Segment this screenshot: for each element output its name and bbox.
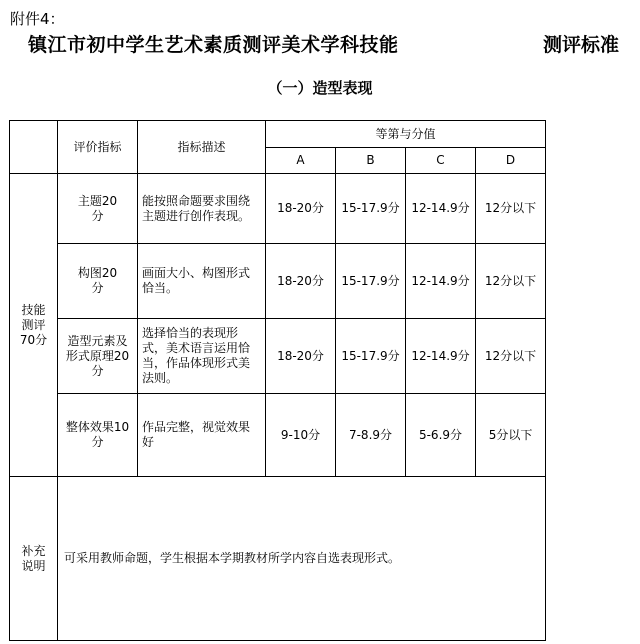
grade-b: B bbox=[336, 148, 406, 174]
row-score-a: 9-10分 bbox=[266, 394, 336, 477]
grade-c: C bbox=[406, 148, 476, 174]
table-row bbox=[10, 394, 546, 477]
row-score-c: 12-14.9分 bbox=[406, 174, 476, 244]
supplement-text: 可采用教师命题，学生根据本学期教材所学内容自选表现形式。 bbox=[58, 477, 546, 641]
row-score-b: 15-17.9分 bbox=[336, 244, 406, 319]
row-score-b: 7-8.9分 bbox=[336, 394, 406, 477]
header-description: 指标描述 bbox=[138, 121, 266, 174]
grade-a: A bbox=[266, 148, 336, 174]
header-indicator: 评价指标 bbox=[58, 121, 138, 174]
header-grade: 等第与分值 bbox=[266, 121, 546, 148]
document-title-suffix: 测评标准 bbox=[543, 34, 620, 56]
row-score-a: 18-20分 bbox=[266, 174, 336, 244]
row-score-d: 12分以下 bbox=[476, 174, 546, 244]
supplement-label: 补充说明 bbox=[10, 477, 58, 641]
row-score-c: 12-14.9分 bbox=[406, 319, 476, 394]
row-score-a: 18-20分 bbox=[266, 244, 336, 319]
table-row bbox=[10, 174, 546, 244]
row-score-a: 18-20分 bbox=[266, 319, 336, 394]
table-row bbox=[10, 244, 546, 319]
corner-cell bbox=[10, 121, 58, 174]
row-score-d: 12分以下 bbox=[476, 244, 546, 319]
row-description: 画面大小、构图形式恰当。 bbox=[138, 244, 266, 319]
row-indicator: 造型元素及形式原理20分 bbox=[58, 319, 138, 394]
row-score-b: 15-17.9分 bbox=[336, 174, 406, 244]
row-indicator: 构图20分 bbox=[58, 244, 138, 319]
document-title: 镇江市初中学生艺术素质测评美术学科技能 bbox=[28, 34, 399, 56]
grade-d: D bbox=[476, 148, 546, 174]
row-score-d: 5分以下 bbox=[476, 394, 546, 477]
row-description: 作品完整，视觉效果好 bbox=[138, 394, 266, 477]
scoring-table bbox=[9, 120, 546, 641]
row-indicator: 主题20分 bbox=[58, 174, 138, 244]
row-score-c: 12-14.9分 bbox=[406, 244, 476, 319]
row-indicator: 整体效果10分 bbox=[58, 394, 138, 477]
row-score-c: 5-6.9分 bbox=[406, 394, 476, 477]
row-score-d: 12分以下 bbox=[476, 319, 546, 394]
row-description: 能按照命题要求围绕主题进行创作表现。 bbox=[138, 174, 266, 244]
supplement-row bbox=[10, 477, 546, 641]
section-subtitle: （一）造型表现 bbox=[267, 79, 373, 97]
section-label: 技能测评70分 bbox=[10, 174, 58, 477]
row-score-b: 15-17.9分 bbox=[336, 319, 406, 394]
attachment-label: 附件4： bbox=[10, 10, 65, 28]
table-row bbox=[10, 319, 546, 394]
row-description: 选择恰当的表现形式，美术语言运用恰当，作品体现形式美法则。 bbox=[138, 319, 266, 394]
